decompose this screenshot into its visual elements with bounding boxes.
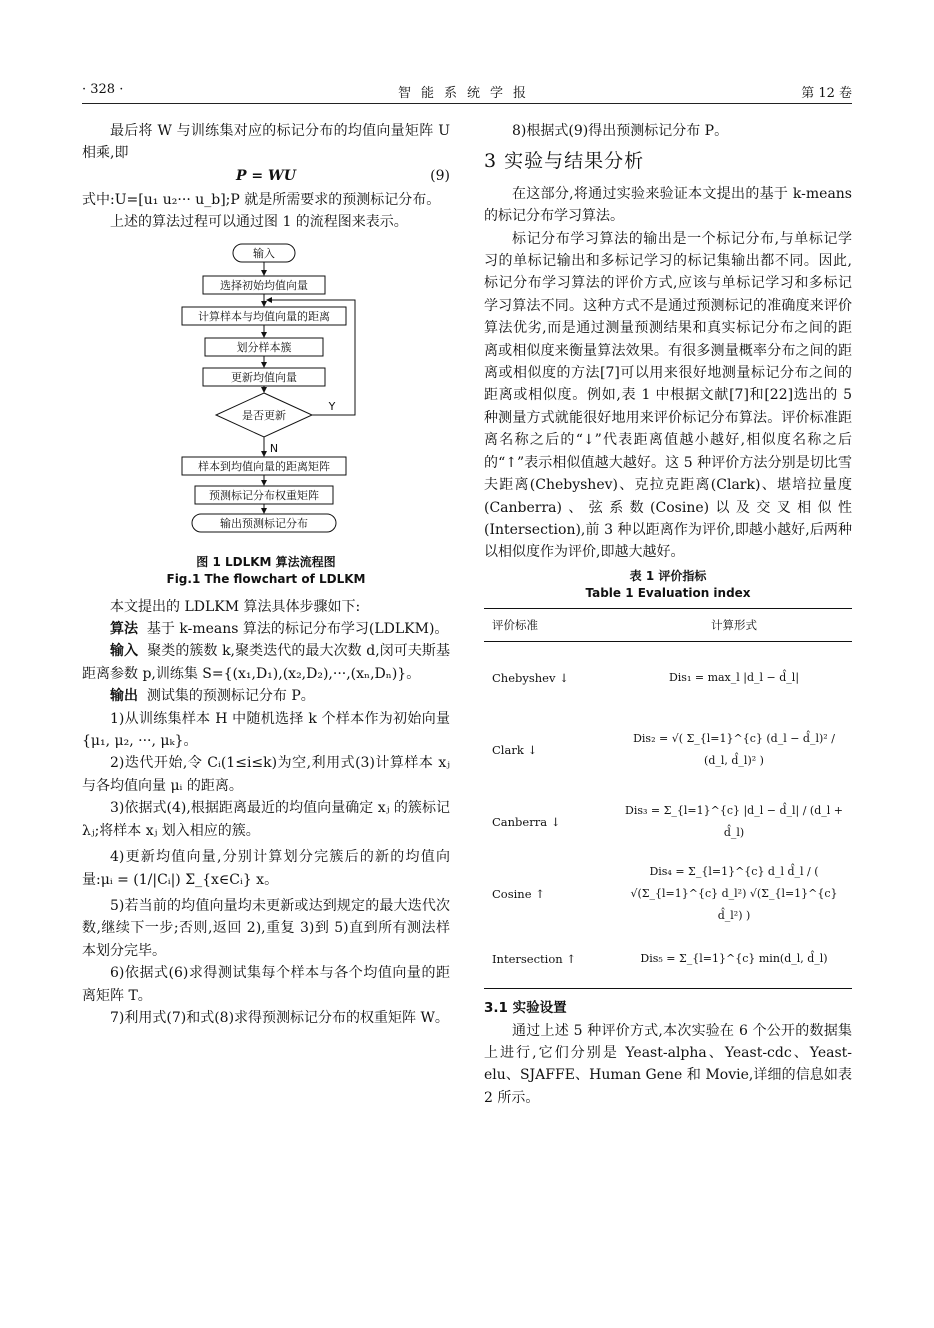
evaluation-table: [484, 608, 852, 989]
metric-name: Canberra ↓: [492, 814, 561, 829]
algorithm-step: 5)若当前的均值向量均未更新或达到规定的最大迭代次数,继续下一步;否则,返回 2),重复 3)到 5)直到所有测法样本划分完毕。: [82, 897, 450, 959]
flow-step-label: 更新均值向量: [231, 370, 297, 384]
flow-step-label: 计算样本与均值向量的距离: [198, 309, 330, 323]
paragraph: 本文提出的 LDLKM 算法具体步骤如下:: [110, 598, 361, 615]
paragraph: 最后将 W 与训练集对应的标记分布的均值向量矩阵 U 相乘,即: [82, 123, 450, 162]
right-column: [484, 120, 852, 1109]
metric-name: Chebyshev ↓: [492, 670, 569, 685]
paragraph: 式中:U=[u₁ u₂··· u_b];P 就是所需要求的预测标记分布。: [82, 191, 441, 208]
flow-step-label: 样本到均值向量的距离矩阵: [198, 459, 330, 473]
flow-start-label: 输入: [253, 246, 275, 260]
journal-name: 智能系统学报: [397, 86, 536, 101]
algorithm-step: 3)依据式(4),根据距离最近的均值向量确定 xⱼ 的簇标记 λⱼ;将样本 xⱼ 划入相应的簇。: [82, 800, 450, 839]
flowchart-figure: [82, 242, 450, 550]
table-header: 评价标准: [484, 608, 616, 641]
equation-9: P = WU (9): [236, 167, 450, 184]
metric-formula: Dis₅ = Σ_{l=1}^{c} min(d_l, d̂_l): [616, 930, 852, 989]
table-row: [484, 858, 852, 930]
table-caption-cn: 表 1 评价指标: [629, 568, 707, 583]
paragraph: 上述的算法过程可以通过图 1 的流程图来表示。: [110, 214, 408, 231]
metric-formula: Dis₁ = max_l |d_l − d̂_l|: [668, 670, 800, 684]
left-column: [82, 120, 450, 1029]
metric-name: Cosine ↑: [492, 886, 545, 901]
metric-formula: Dis₄ = Σ_{l=1}^{c} d_l d̂_l / ( √(Σ_{l=1}^{c} d_l²) √(Σ_{l=1}^{c} d̂_l²) ): [630, 864, 838, 923]
figure-caption-en: Fig.1 The flowchart of LDLKM: [166, 571, 366, 586]
flow-yes-label: Y: [328, 399, 336, 413]
volume-label: 第 12 卷: [801, 86, 852, 101]
paragraph: 通过上述 5 种评价方式,本次实验在 6 个公开的数据集上进行,它们分别是 Yeast-alpha、Yeast-cdc、Yeast-elu、SJAFFE、Human Gene 和 Movie,详细的信息如表 2 所示。: [484, 1022, 852, 1106]
paragraph: 标记分布学习算法的输出是一个标记分布,与单标记学习的单标记输出和多标记学习的标记集输出都不同。因此,标记分布学习算法的评价方式,应该与单标记学习和多标记学习算法不同。这种方式不是通过预测标记的准确度来评价算法优劣,而是通过测量预测结果和真实标记分布之间的距离或相似度来衡量算法效果。有很多测量概率分布之间的距离或相似度的方法[7]可以用来很好地测量标记分布之间的距离或相似度。例如,表 1 中根据文献[7]和[22]选出的 5 种测量方式就能很好地用来评价标记分布算法。评价标准距离名称之后的“↓”代表距离值越小越好,相似度名称之后的“↑”表示相似值越大越好。这 5 种评价方法分别是切比雪夫距离(Chebyshev)、克拉克距离(Clark)、堪培拉量度(Canberra)、弦系数(Cosine)以及交叉相似性(Intersection),前 3 种以距离作为评价,即越小越好,后两种以相似度作为评价,即越大越好。: [484, 230, 852, 561]
flow-no-label: N: [269, 441, 279, 455]
paragraph: 在这部分,将通过实验来验证本文提出的基于 k-means 的标记分布学习算法。: [484, 185, 852, 225]
flow-step-label: 预测标记分布权重矩阵: [209, 488, 319, 502]
figure-caption-cn: 图 1 LDLKM 算法流程图: [196, 554, 336, 569]
page-number: · 328 ·: [82, 82, 124, 97]
flow-step-label: 选择初始均值向量: [220, 278, 308, 292]
table-row: [484, 642, 852, 715]
algorithm-step: 2)迭代开始,令 Cᵢ(1≤i≤k)为空,利用式(3)计算样本 xⱼ 与各均值向量 μᵢ 的距离。: [82, 755, 450, 794]
metric-formula: Dis₃ = Σ_{l=1}^{c} |d_l − d̂_l| / (d_l + d̂_l): [625, 803, 843, 840]
table-header: 计算形式: [616, 608, 852, 641]
table-row: [484, 786, 852, 858]
algorithm-line: 算法 基于 k-means 算法的标记分布学习(LDLKM)。: [110, 621, 449, 638]
algorithm-step: 8)根据式(9)得出预测标记分布 P。: [512, 123, 729, 139]
algorithm-step: 4)更新均值向量,分别计算划分完簇后的新的均值向量:μᵢ = (1/|Cᵢ|) Σ_{x∈Cᵢ} x。: [82, 849, 450, 888]
flow-decision-label: 是否更新: [242, 408, 286, 422]
output-line: 输出 测试集的预测标记分布 P。: [110, 688, 315, 705]
subsection-heading: 3.1 实验设置: [484, 1000, 567, 1017]
flow-end-label: 输出预测标记分布: [220, 516, 308, 530]
table-row: [484, 714, 852, 786]
algorithm-step: 6)依据式(6)求得测试集每个样本与各个均值向量的距离矩阵 T。: [82, 965, 450, 1004]
section-heading: 3 实验与结果分析: [484, 150, 645, 173]
metric-formula: Dis₂ = √( Σ_{l=1}^{c} (d_l − d̂_l)² / (d_l, d̂_l)² ): [633, 731, 835, 768]
algorithm-step: 1)从训练集样本 H 中随机选择 k 个样本作为初始向量{μ₁, μ₂, ···, μₖ}。: [82, 710, 450, 750]
table-row: [484, 930, 852, 989]
flow-step-label: 划分样本簇: [236, 340, 292, 354]
header-rule: [82, 103, 852, 104]
algorithm-step: 7)利用式(7)和式(8)求得预测标记分布的权重矩阵 W。: [110, 1009, 449, 1026]
metric-name: Intersection ↑: [484, 930, 616, 989]
table-caption-en: Table 1 Evaluation index: [585, 585, 751, 600]
flowchart: [82, 242, 450, 550]
metric-name: Clark ↓: [492, 742, 538, 757]
input-line: 输入 聚类的簇数 k,聚类迭代的最大次数 d,闵可夫斯基距离参数 p,训练集 S={(x₁,D₁),(x₂,D₂),···,(xₙ,Dₙ)}。: [82, 643, 451, 682]
